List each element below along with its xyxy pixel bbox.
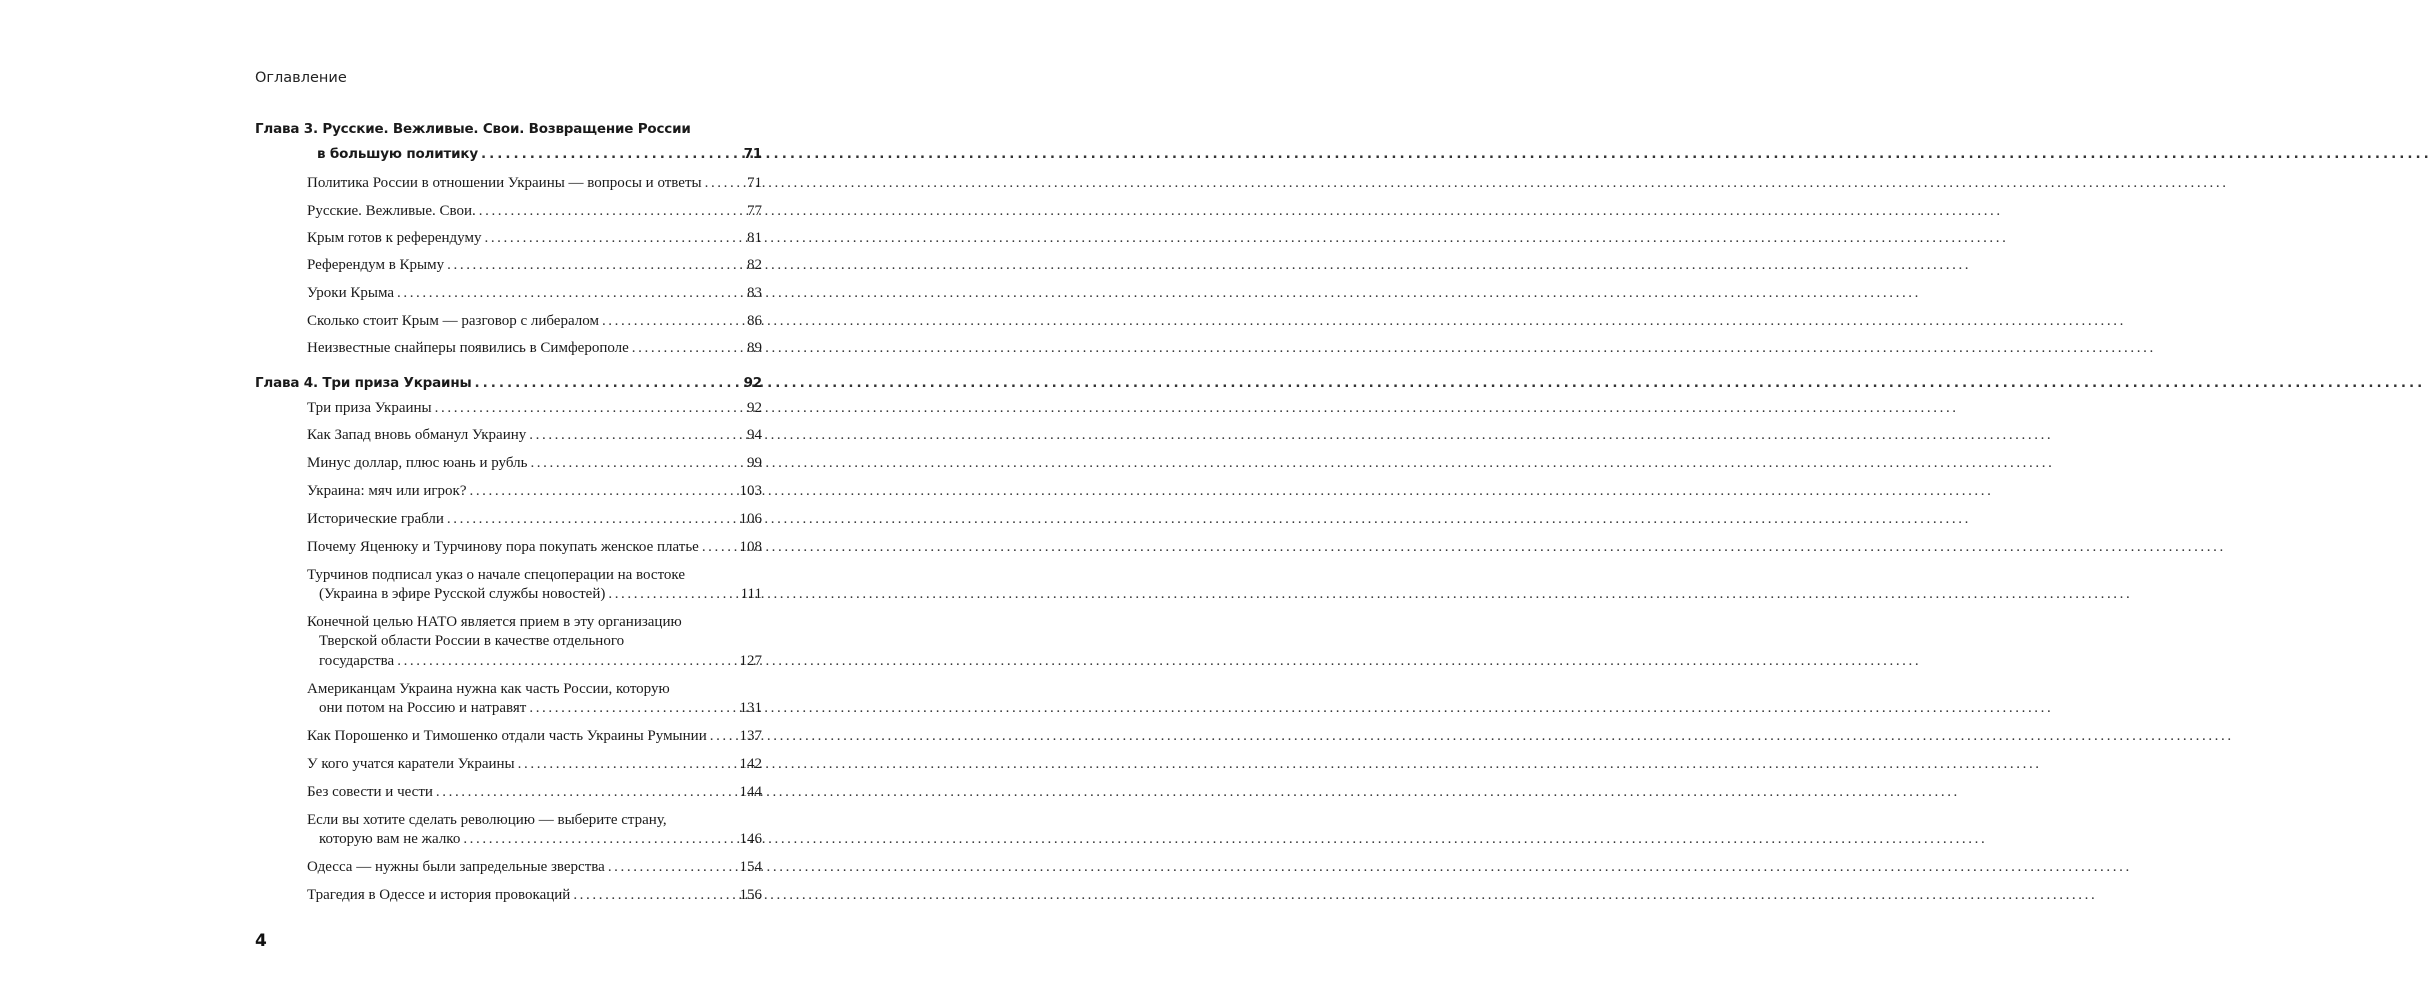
toc-entry xyxy=(307,452,762,474)
chapter-3-heading-continued xyxy=(317,143,762,165)
dot-leader xyxy=(436,781,737,803)
dot-leader xyxy=(518,753,737,775)
entry-title: Почему Яценюку и Турчинову пора покупать женское платье xyxy=(307,539,699,555)
page-ref: 77 xyxy=(747,203,762,219)
page-ref: 99 xyxy=(747,455,762,471)
entry-title: Американцам Украина нужна как часть России, которую xyxy=(307,681,670,697)
entry-title: Неизвестные снайперы появились в Симферополе xyxy=(307,340,629,356)
page-ref: 94 xyxy=(747,427,762,443)
entry-title: Политика России в отношении Украины — вопросы и ответы xyxy=(307,175,702,191)
page-ref: 83 xyxy=(747,285,762,301)
dot-leader xyxy=(529,424,744,446)
toc-entry-continued xyxy=(319,697,762,719)
toc-entry xyxy=(307,172,762,194)
toc-entry xyxy=(307,856,762,878)
page-ref: 103 xyxy=(739,483,762,499)
entry-title: Минус доллар, плюс юань и рубль xyxy=(307,455,528,471)
page-ref: 106 xyxy=(739,511,762,527)
toc-entry xyxy=(307,536,762,558)
entry-title: У кого учатся каратели Украины xyxy=(307,756,515,772)
entry-title: Крым готов к референдуму xyxy=(307,230,482,246)
dot-leader xyxy=(463,828,736,850)
page-ref: 146 xyxy=(739,831,762,847)
dot-leader xyxy=(710,725,737,747)
toc-entry-continued xyxy=(319,583,762,605)
toc-entry xyxy=(307,282,762,304)
dot-leader xyxy=(469,480,736,502)
toc-entry xyxy=(307,508,762,530)
entry-title: Сколько стоит Крым — разговор с либералом xyxy=(307,313,599,329)
entry-title: Референдум в Крыму xyxy=(307,257,445,273)
page-ref: 137 xyxy=(739,728,762,744)
entry-title: которую вам не жалко xyxy=(319,831,461,847)
toc-entry xyxy=(307,480,762,502)
page-ref: 89 xyxy=(747,340,762,356)
page-ref: 144 xyxy=(739,784,762,800)
page-ref: 71 xyxy=(747,175,762,191)
toc-entry xyxy=(307,753,762,775)
dot-leader xyxy=(608,583,737,605)
toc-entry xyxy=(307,310,762,332)
dot-leader xyxy=(447,508,737,530)
chapter-title: Глава 3. Русские. Вежливые. Свои. Возвращение России xyxy=(255,121,691,137)
page-ref: 131 xyxy=(739,700,762,716)
dot-leader xyxy=(529,697,736,719)
dot-leader xyxy=(447,254,744,276)
toc-entry xyxy=(307,337,762,359)
page-ref: 111 xyxy=(740,586,762,602)
page-ref: 86 xyxy=(747,313,762,329)
chapter-4-heading xyxy=(255,372,762,394)
entry-title: (Украина в эфире Русской службы новостей) xyxy=(319,586,606,602)
dot-leader xyxy=(479,200,744,222)
page-ref: 82 xyxy=(747,257,762,273)
running-head: Оглавление xyxy=(255,70,347,86)
toc-entry xyxy=(307,227,762,249)
entry-title: они потом на Россию и натравят xyxy=(319,700,527,716)
dot-leader xyxy=(397,282,744,304)
dot-leader xyxy=(481,143,741,165)
chapter-title: Глава 4. Три приза Украины xyxy=(255,375,472,391)
dot-leader xyxy=(484,227,744,249)
entry-title: Одесса — нужны были запредельные зверства xyxy=(307,859,605,875)
page-ref: 92 xyxy=(743,375,762,391)
toc-entry xyxy=(307,254,762,276)
dot-leader xyxy=(702,536,737,558)
chapter-title: в большую политику xyxy=(317,146,478,162)
dot-leader xyxy=(573,884,736,906)
dot-leader xyxy=(602,310,744,332)
entry-title: Исторические грабли xyxy=(307,511,444,527)
toc-entry xyxy=(307,781,762,803)
entry-title: Как Порошенко и Тимошенко отдали часть Украины Румынии xyxy=(307,728,707,744)
entry-title: Три приза Украины xyxy=(307,400,432,416)
page-ref: 142 xyxy=(739,756,762,772)
dot-leader xyxy=(435,397,744,419)
entry-title: Как Запад вновь обманул Украину xyxy=(307,427,527,443)
page-ref: 127 xyxy=(739,653,762,669)
toc-entry xyxy=(307,725,762,747)
toc-entry xyxy=(307,424,762,446)
page-number: 4 xyxy=(255,931,267,951)
page-ref: 108 xyxy=(739,539,762,555)
page-ref: 81 xyxy=(747,230,762,246)
toc-entry xyxy=(307,397,762,419)
toc-entry xyxy=(307,884,762,906)
entry-title: государства xyxy=(319,653,395,669)
entry-title: Русские. Вежливые. Свои. xyxy=(307,203,476,219)
toc-entry xyxy=(307,200,762,222)
dot-leader xyxy=(474,372,740,394)
entry-title: Конечной целью НАТО является прием в эту организацию xyxy=(307,614,682,630)
dot-leader xyxy=(705,172,744,194)
dot-leader xyxy=(397,650,736,672)
toc-entry-continued xyxy=(319,650,762,672)
entry-title: Тверской области России в качестве отдельного xyxy=(319,633,625,649)
page-ref: 71 xyxy=(743,146,762,162)
dot-leader xyxy=(632,337,744,359)
entry-title: Трагедия в Одессе и история провокаций xyxy=(307,887,571,903)
toc-entry-continued xyxy=(319,828,762,850)
page-ref: 156 xyxy=(739,887,762,903)
entry-title: Украина: мяч или игрок? xyxy=(307,483,467,499)
entry-title: Если вы хотите сделать революцию — выберите страну, xyxy=(307,812,667,828)
entry-title: Уроки Крыма xyxy=(307,285,394,301)
entry-title: Турчинов подписал указ о начале спецоперации на востоке xyxy=(307,567,685,583)
entry-title: Без совести и чести xyxy=(307,784,433,800)
page-ref: 154 xyxy=(739,859,762,875)
dot-leader xyxy=(608,856,737,878)
toc-entry-continued xyxy=(319,630,762,652)
page-ref: 92 xyxy=(747,400,762,416)
dot-leader xyxy=(530,452,744,474)
chapter-3-heading xyxy=(255,118,762,140)
